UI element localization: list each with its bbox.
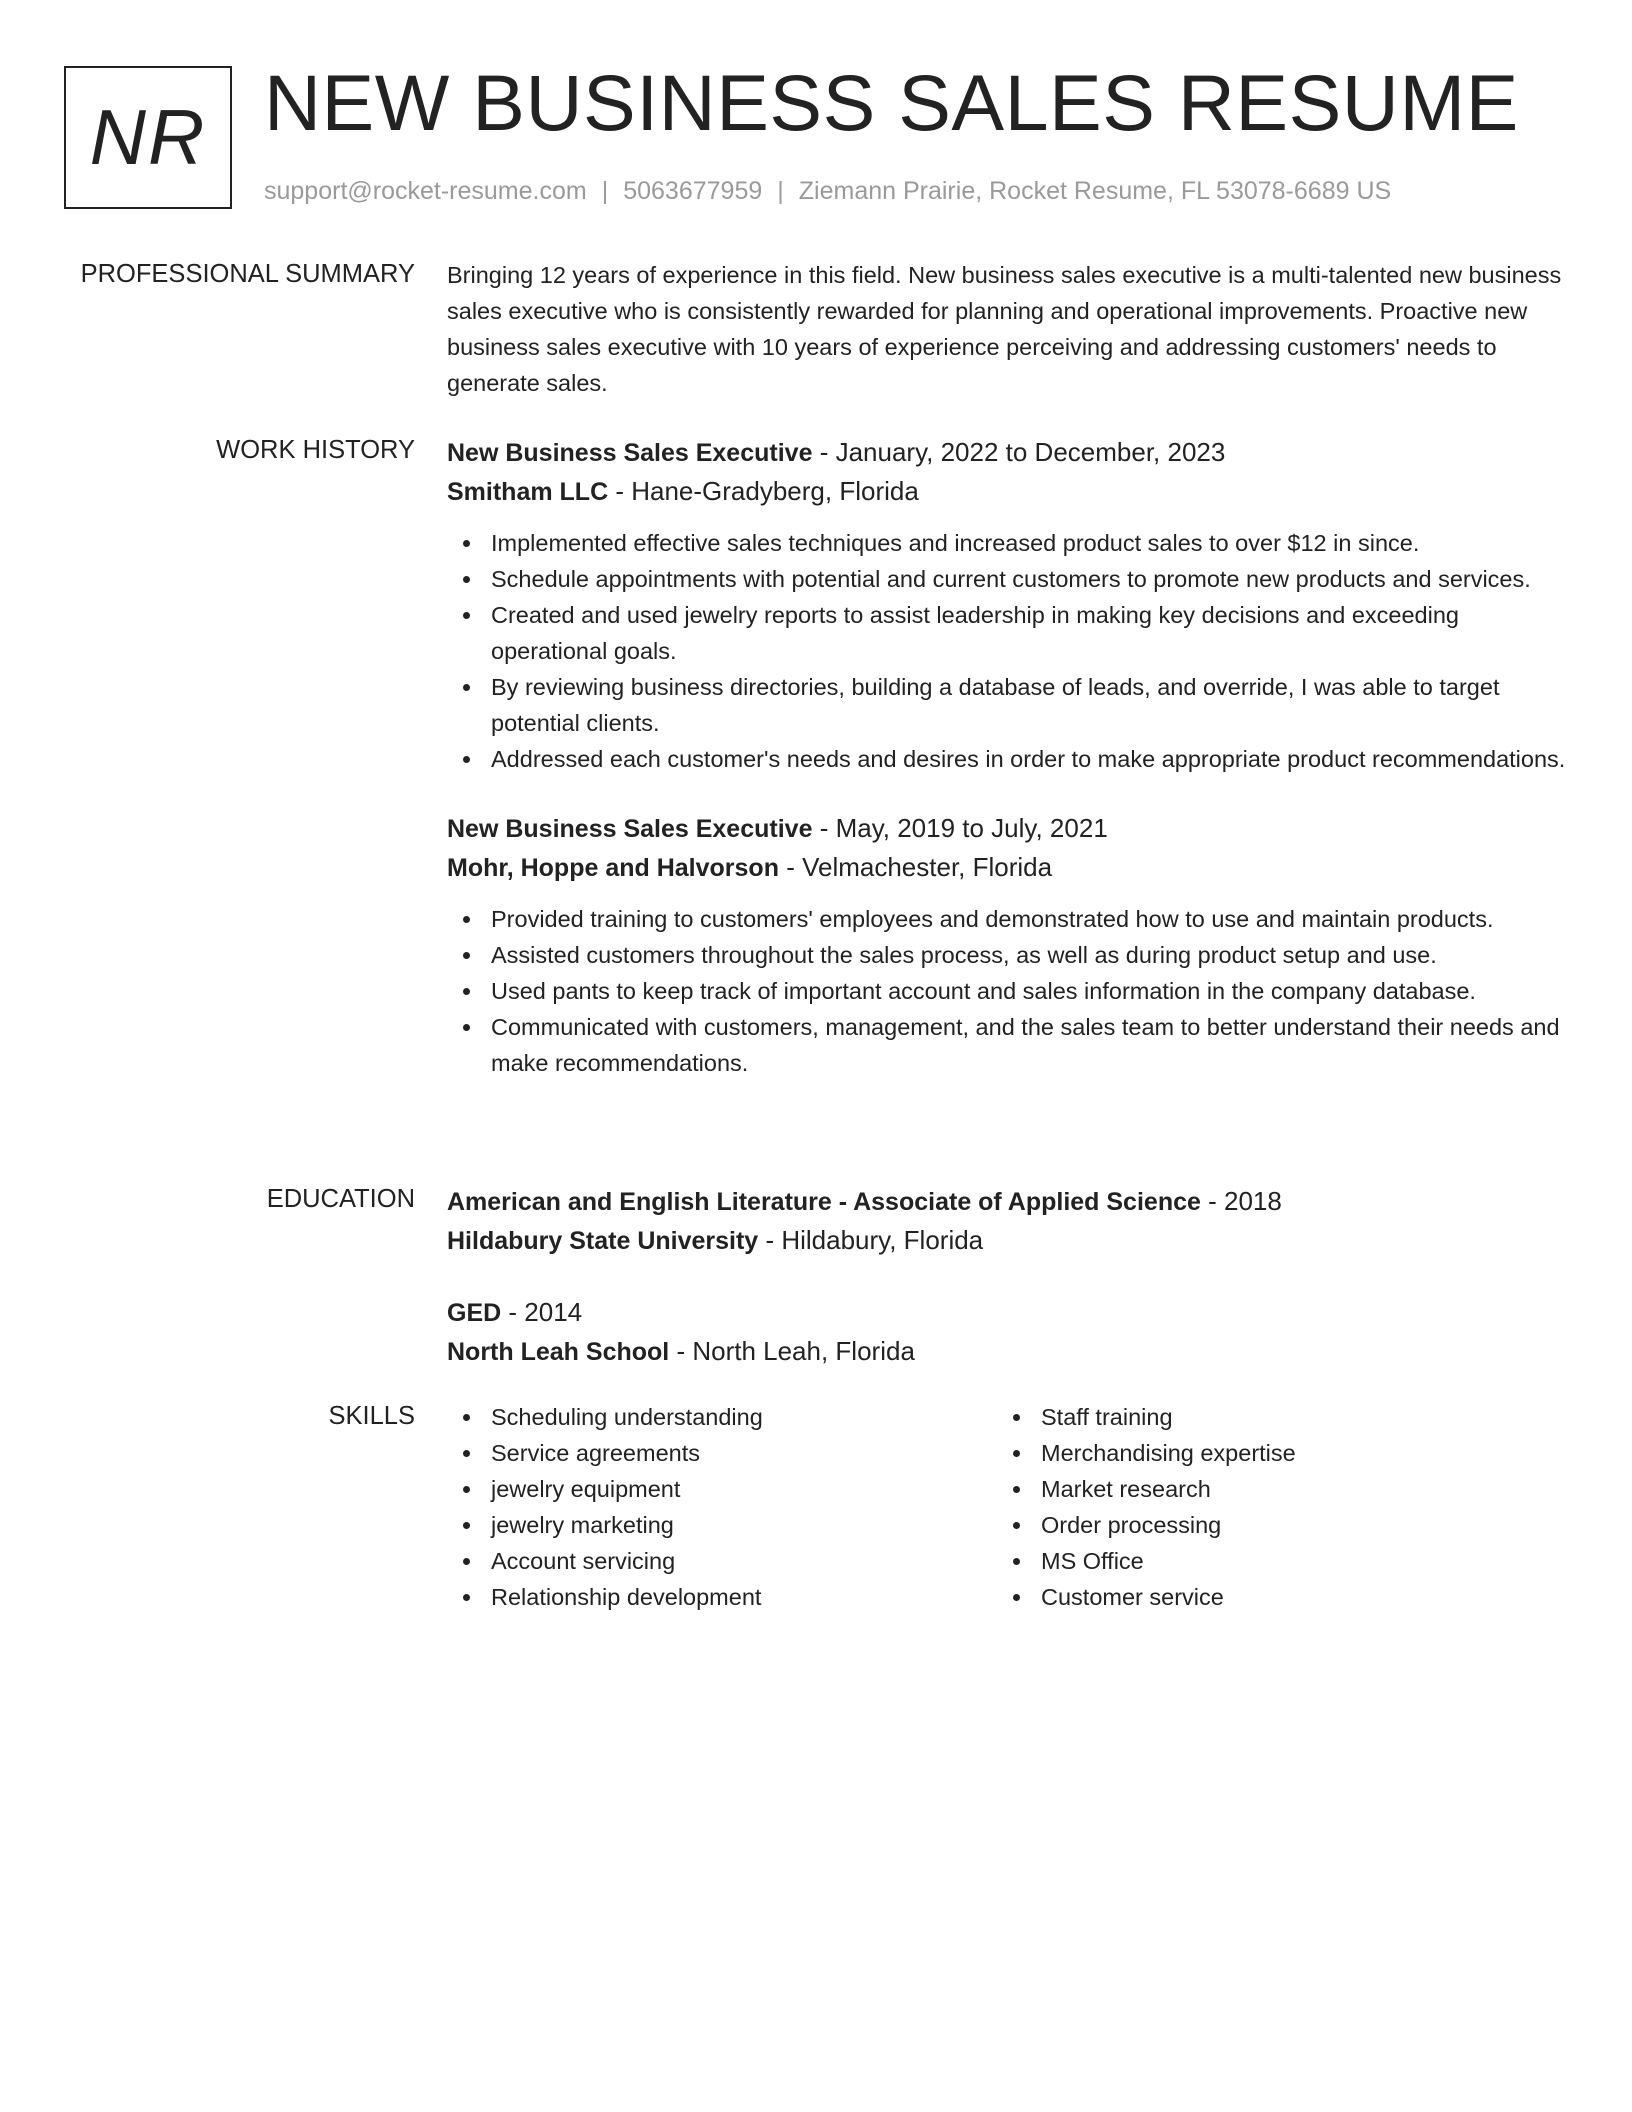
degree-year: - 2018 <box>1200 1186 1282 1216</box>
contact-address: Ziemann Prairie, Rocket Resume, FL 53078-6689 US <box>798 177 1392 205</box>
work-history-body <box>447 433 1567 1081</box>
job-location: - Hane-Gradyberg, Florida <box>608 476 919 506</box>
skills-list-left <box>447 1399 997 1615</box>
job-company: Smitham LLC <box>447 478 609 506</box>
job-title-line <box>447 809 1567 848</box>
resume-title: NEW BUSINESS SALES RESUME <box>264 58 1519 147</box>
contact-line <box>264 174 1391 208</box>
school-line <box>447 1221 1567 1260</box>
skill-item: Staff training <box>997 1399 1547 1435</box>
list-item: Implemented effective sales techniques and increased product sales to over $12 in since. <box>447 525 1567 561</box>
list-item: By reviewing business directories, building a database of leads, and override, I was able to target potential clients. <box>447 669 1567 741</box>
skill-item: Merchandising expertise <box>997 1435 1547 1471</box>
job-bullets <box>447 901 1567 1081</box>
school-location: - North Leah, Florida <box>669 1336 915 1366</box>
degree: GED <box>447 1299 502 1327</box>
skill-item: Account servicing <box>447 1543 997 1579</box>
skill-item: jewelry marketing <box>447 1507 997 1543</box>
list-item: Provided training to customers' employees and demonstrated how to use and maintain products. <box>447 901 1567 937</box>
degree-line <box>447 1182 1567 1221</box>
section-heading: EDUCATION <box>266 1185 415 1213</box>
school: North Leah School <box>447 1338 670 1366</box>
contact-email[interactable]: support@rocket-resume.com <box>264 177 587 205</box>
list-item: Used pants to keep track of important account and sales information in the company database. <box>447 973 1567 1009</box>
job-bullets <box>447 525 1567 777</box>
section-heading: SKILLS <box>328 1402 415 1430</box>
job-entry <box>447 433 1567 777</box>
education-entry <box>447 1182 1567 1260</box>
skill-item: jewelry equipment <box>447 1471 997 1507</box>
job-title-line <box>447 433 1567 472</box>
contact-separator: | <box>777 177 784 205</box>
job-dates: - January, 2022 to December, 2023 <box>812 437 1226 467</box>
school: Hildabury State University <box>447 1227 759 1255</box>
skills-list-right <box>997 1399 1547 1615</box>
skill-item: Service agreements <box>447 1435 997 1471</box>
summary-text: Bringing 12 years of experience in this field. New business sales executive is a multi-talented new business sales executive who is consistently rewarded for planning and operational improvements. Proactive new business sales executive with 10 years of experience perceiving and addressing customers' needs to generate sales. <box>447 262 1562 396</box>
education-body <box>447 1182 1567 1371</box>
job-location: - Velmachester, Florida <box>778 852 1053 882</box>
job-dates: - May, 2019 to July, 2021 <box>812 813 1108 843</box>
skill-item: MS Office <box>997 1543 1547 1579</box>
school-line <box>447 1332 1567 1371</box>
list-item: Created and used jewelry reports to assist leadership in making key decisions and exceeding operational goals. <box>447 597 1567 669</box>
list-item: Assisted customers throughout the sales process, as well as during product setup and use. <box>447 937 1567 973</box>
list-item: Communicated with customers, management, and the sales team to better understand their needs and make recommendations. <box>447 1009 1567 1081</box>
skill-item: Order processing <box>997 1507 1547 1543</box>
contact-separator: | <box>601 177 609 205</box>
job-company-line <box>447 848 1567 887</box>
section-heading: PROFESSIONAL SUMMARY <box>80 260 415 288</box>
contact-phone[interactable]: 5063677959 <box>623 177 763 205</box>
skill-item: Scheduling understanding <box>447 1399 997 1435</box>
section-heading: WORK HISTORY <box>216 436 415 464</box>
list-item: Schedule appointments with potential and current customers to promote new products and services. <box>447 561 1567 597</box>
school-location: - Hildabury, Florida <box>758 1225 984 1255</box>
monogram-logo: NR <box>64 66 232 209</box>
education-entry <box>447 1293 1567 1371</box>
skill-item: Relationship development <box>447 1579 997 1615</box>
job-title: New Business Sales Executive <box>447 439 813 467</box>
skill-item: Customer service <box>997 1579 1547 1615</box>
degree-year: - 2014 <box>501 1297 583 1327</box>
job-title: New Business Sales Executive <box>447 815 813 843</box>
skills-body <box>447 1399 1567 1615</box>
job-company: Mohr, Hoppe and Halvorson <box>447 854 779 882</box>
job-company-line <box>447 472 1567 511</box>
degree: American and English Literature - Associate of Applied Science <box>447 1188 1201 1216</box>
skill-item: Market research <box>997 1471 1547 1507</box>
job-entry <box>447 809 1567 1081</box>
degree-line <box>447 1293 1567 1332</box>
list-item: Addressed each customer's needs and desires in order to make appropriate product recommendations. <box>447 741 1567 777</box>
